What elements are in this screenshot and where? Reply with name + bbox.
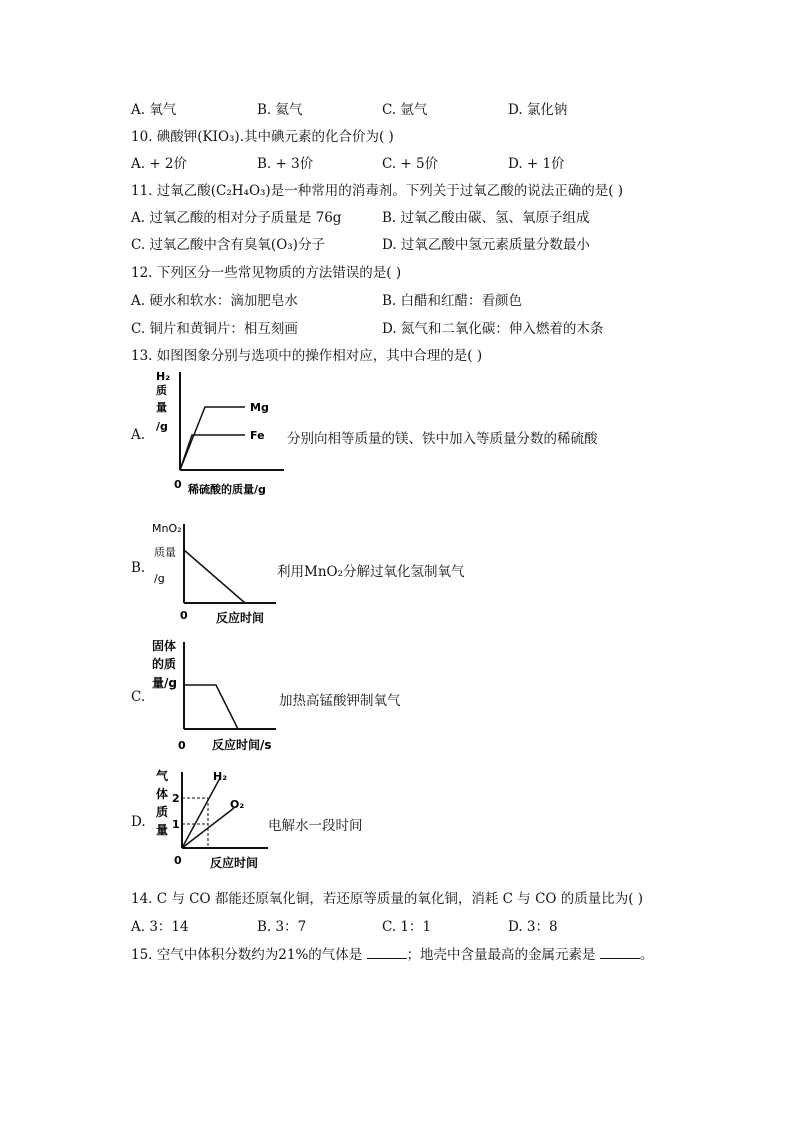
graph-d-tick-1: 1 <box>172 818 180 831</box>
graph-c-y-label-3: 量/g <box>152 676 177 690</box>
q13-option-c-desc: 加热高锰酸钾制氧气 <box>279 693 401 709</box>
q13-graph-d <box>150 766 280 876</box>
graph-a-x-label: 稀硫酸的质量/g <box>188 483 266 496</box>
q15-part1: 15. 空气中体积分数约为21%的气体是 <box>131 947 367 963</box>
graph-a-origin: 0 <box>174 478 182 491</box>
graph-b-x-label: 反应时间 <box>216 611 265 625</box>
graph-d-origin: 0 <box>174 854 182 867</box>
graph-b-origin: 0 <box>180 609 188 622</box>
q13-option-a-desc: 分别向相等质量的镁、铁中加入等质量分数的稀硫酸 <box>287 431 598 447</box>
q15-part2: ；地壳中含量最高的金属元素是 <box>406 947 600 963</box>
graph-c-y-label-2: 的质 <box>152 657 177 671</box>
graph-b-y-label-1: MnO₂ <box>152 522 182 535</box>
q9-option-b: B. 氦气 <box>257 102 303 118</box>
graph-d-o2-label: O₂ <box>230 798 245 811</box>
graph-c-x-label: 反应时间/s <box>212 738 272 752</box>
q10-option-c: C. + 5价 <box>382 156 439 172</box>
q15-blank-1[interactable] <box>367 946 407 959</box>
q11-option-c: C. 过氧乙酸中含有臭氧(O₃)分子 <box>131 237 325 253</box>
q10-option-b: B. + 3价 <box>257 156 314 172</box>
q14-stem: 14. C 与 CO 都能还原氧化铜，若还原等质量的氧化铜，消耗 C 与 CO 的质量比为( ) <box>131 891 644 907</box>
graph-d-y-label-4: 量 <box>156 823 169 837</box>
graph-d-x-label: 反应时间 <box>210 856 259 870</box>
graph-d-y-label-1: 气 <box>156 769 169 783</box>
q15-part3: 。 <box>639 947 654 963</box>
graph-d-h2-line <box>182 778 220 848</box>
graph-a-mg-label: Mg <box>250 401 269 414</box>
q12-option-b: B. 白醋和红醋：看颜色 <box>382 293 523 309</box>
q10-option-d: D. + 1价 <box>508 156 565 172</box>
graph-c-line <box>184 685 238 729</box>
q13-graph-b <box>150 518 280 628</box>
q12-stem: 12. 下列区分一些常见物质的方法错误的是( ) <box>131 265 402 281</box>
graph-a-y-label-1: H₂ <box>156 370 171 383</box>
q14-option-d: D. 3：8 <box>508 919 558 935</box>
q10-option-a: A. + 2价 <box>131 156 188 172</box>
graph-d-y-label-2: 体 <box>156 787 169 801</box>
q13-stem: 13. 如图图象分别与选项中的操作相对应，其中合理的是( ) <box>131 348 483 364</box>
q9-option-c: C. 氩气 <box>382 102 428 118</box>
graph-a-mg-line <box>180 407 245 470</box>
graph-d-h2-label: H₂ <box>213 770 228 783</box>
graph-a-y-label-2: 质 <box>156 384 167 397</box>
q9-option-a: A. 氧气 <box>131 102 177 118</box>
graph-b-y-label-3: /g <box>154 572 165 585</box>
graph-a-fe-label: Fe <box>250 429 265 442</box>
graph-a-y-label-3: 量 <box>156 401 167 414</box>
q13-graph-a <box>150 366 290 500</box>
q14-option-c: C. 1：1 <box>382 919 432 935</box>
q14-option-a: A. 3：14 <box>131 919 189 935</box>
q15-blank-2[interactable] <box>600 946 640 959</box>
q13-option-a-letter: A. <box>131 427 146 443</box>
q13-option-b-desc: 利用MnO₂分解过氧化氢制氧气 <box>277 564 465 580</box>
q9-option-d: D. 氯化钠 <box>508 102 568 118</box>
q11-option-b: B. 过氧乙酸由碳、氢、氧原子组成 <box>382 210 590 226</box>
graph-c-origin: 0 <box>178 739 186 752</box>
q11-option-d: D. 过氧乙酸中氢元素质量分数最小 <box>382 237 590 253</box>
q12-option-c: C. 铜片和黄铜片：相互刻画 <box>131 321 298 337</box>
q12-option-a: A. 硬水和软水：滴加肥皂水 <box>131 293 298 309</box>
q13-option-d-letter: D. <box>131 814 146 830</box>
graph-d-y-label-3: 质 <box>156 805 169 819</box>
q11-option-a: A. 过氧乙酸的相对分子质量是 76g <box>131 210 342 226</box>
q11-stem: 11. 过氧乙酸(C₂H₄O₃)是一种常用的消毒剂。下列关于过氧乙酸的说法正确的是( ) <box>131 183 624 199</box>
q15-stem <box>131 943 653 963</box>
graph-c-y-label-1: 固体 <box>152 639 177 653</box>
q12-option-d: D. 氮气和二氧化碳：伸入燃着的木条 <box>382 321 604 337</box>
graph-b-y-label-2: 质量 <box>154 546 176 559</box>
q13-graph-c <box>150 636 280 756</box>
graph-b-line <box>184 550 245 603</box>
q13-option-d-desc: 电解水一段时间 <box>268 818 363 834</box>
graph-a-y-label-4: /g <box>156 420 168 433</box>
q14-option-b: B. 3：7 <box>257 919 307 935</box>
q10-stem: 10. 碘酸钾(KIO₃).其中碘元素的化合价为( ) <box>131 129 394 145</box>
q13-option-c-letter: C. <box>131 689 146 705</box>
graph-a-fe-line <box>180 435 245 470</box>
q13-option-b-letter: B. <box>131 560 146 576</box>
graph-d-tick-2: 2 <box>172 792 180 805</box>
